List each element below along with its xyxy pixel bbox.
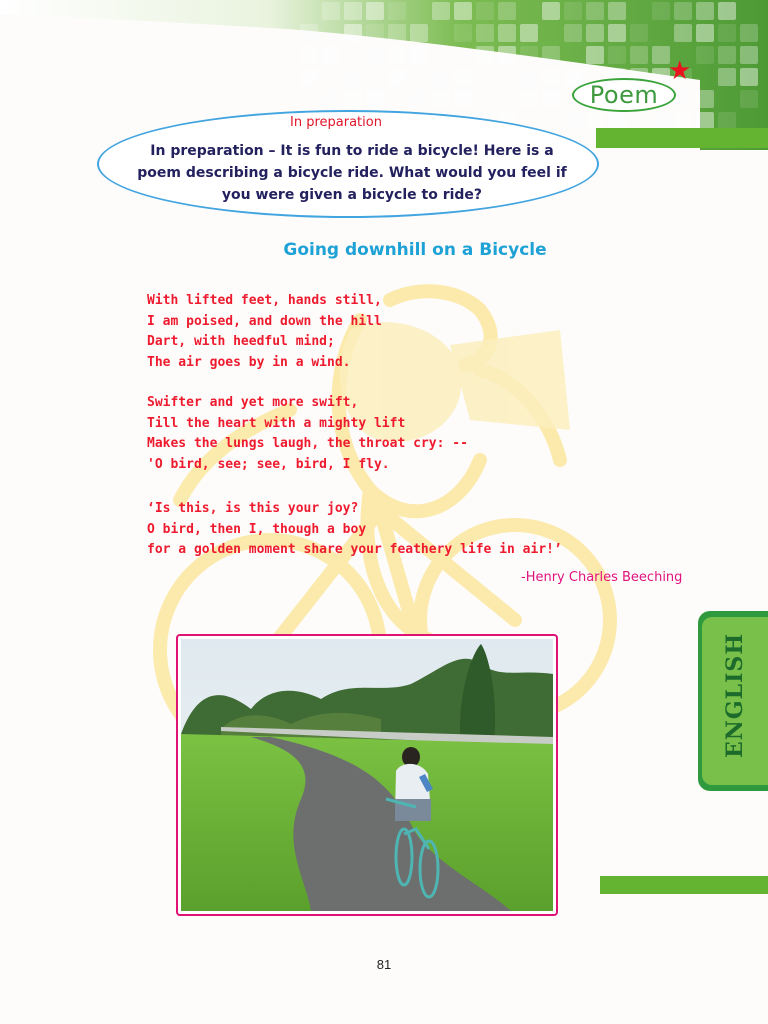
page-number: 81 [376,957,392,972]
poem-line: 'O bird, see; see, bird, I fly. [147,456,390,472]
poem-line: With lifted feet, hands still, [147,293,382,308]
poem-line: ‘Is this, is this your joy? [147,501,359,516]
stanza-1 [147,291,382,373]
side-tab-label: ENGLISH [722,632,748,758]
stanza-2 [147,393,468,475]
poem-badge-label: Poem [589,81,659,109]
bottom-green-bar [600,876,768,894]
poem-title: Going downhill on a Bicycle [283,240,547,260]
boy-cycling-photo [181,639,553,911]
poem-author: -Henry Charles Beeching [521,570,683,585]
poem-line: Makes the lungs laugh, the throat cry: -- [147,436,468,451]
poem-line: I am poised, and down the hill [147,313,382,329]
poem-line: O bird, then I, though a boy [147,521,367,537]
poem-line: Swifter and yet more swift, [147,395,359,410]
poem-badge [572,78,676,112]
top-green-bar [596,128,768,148]
stanza-3 [147,499,562,561]
poem-line: Dart, with heedful mind; [147,334,335,349]
poem-line: The air goes by in a wind. [147,354,351,370]
intro-text: In preparation – It is fun to ride a bicycle! Here is a poem describing a bicycle ride. What would you feel if you were given a bicycle to ride? [137,143,567,203]
poem-line: Till the heart with a mighty lift [147,415,406,431]
intro-label: In preparation [290,115,382,130]
star-icon: ★ [668,56,692,86]
poem-line: for a golden moment share your feathery life in air!’ [147,542,562,557]
